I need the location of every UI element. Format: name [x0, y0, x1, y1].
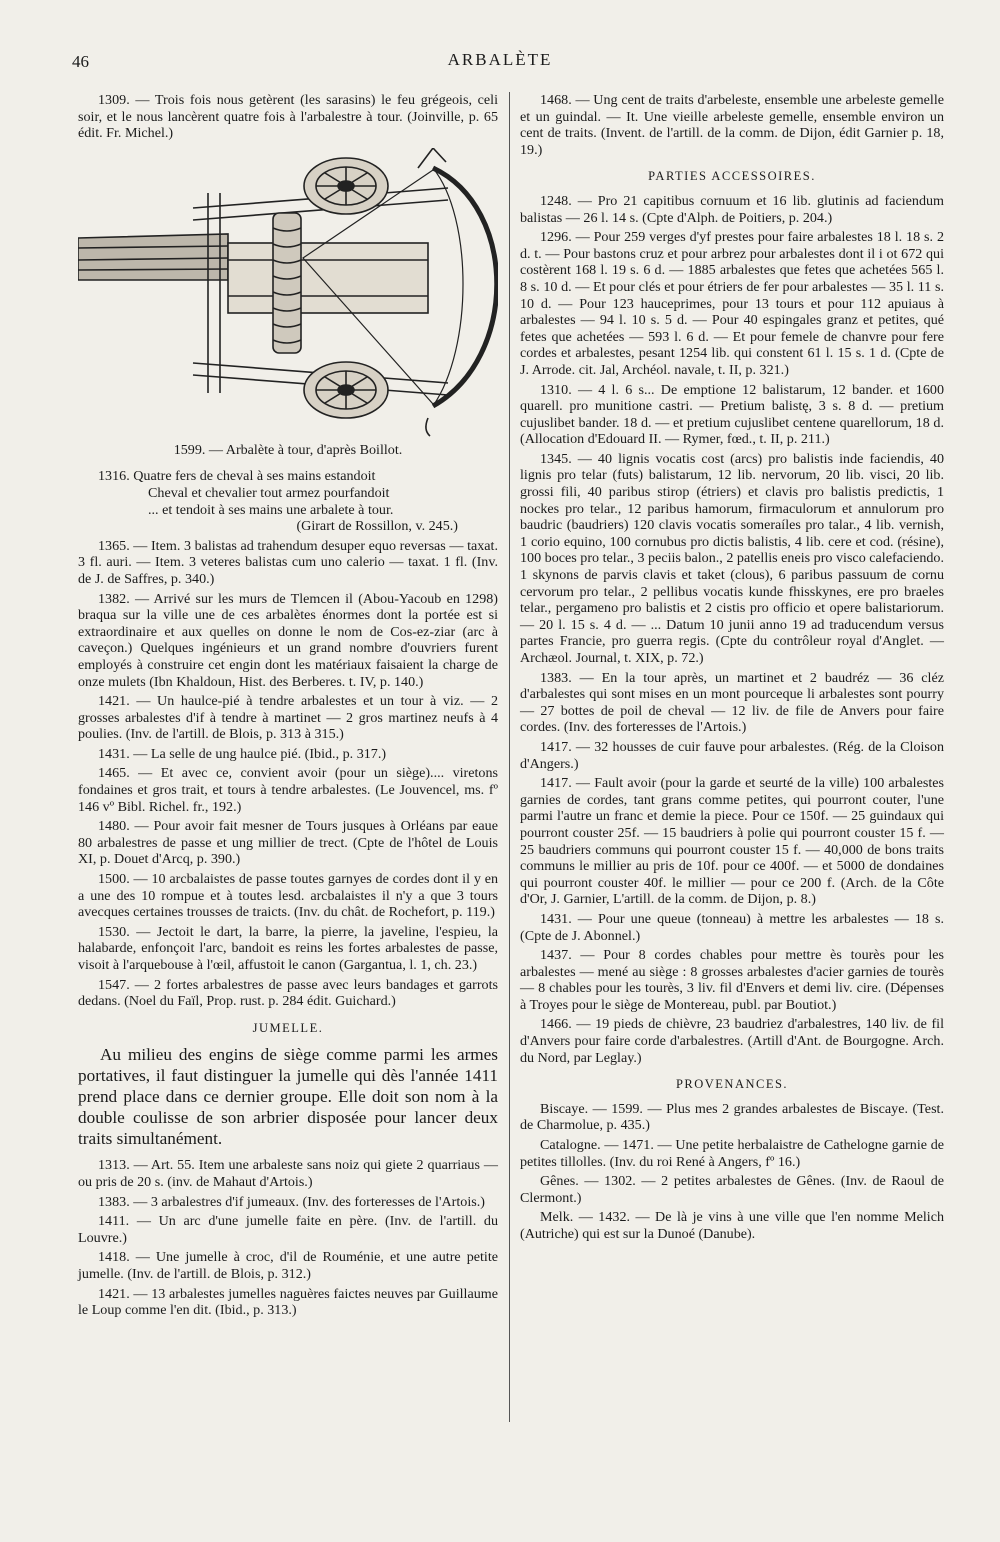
- figure-caption: 1599. — Arbalète à tour, d'après Boillot.: [173, 441, 403, 458]
- entry-1383-r: 1383. — En la tour après, un martinet et 2 baudréz — 36 cléz d'arbalestes qui sont mises en un mont pourceque li arbalestes sont pourry — 27 bottes de poil de cheval — 12 liv. de file de Anvers pour faire cordes. (Inv. des forteresses de l'Artois.): [520, 669, 944, 736]
- entry-1431-r: 1431. — Pour une queue (tonneau) à mettre les arbalestes — 18 s. (Cpte de J. Abonnel.): [520, 910, 944, 944]
- jumelle-intro: Au milieu des engins de siège comme parmi les armes portatives, il faut distinguer la jumelle qui dès l'année 1411 prend place dans ce dernier groupe. Elle doit son nom à la double coulisse de son arbrier disposée pour lancer deux traits simultanément.: [78, 1045, 498, 1149]
- provenance-genes: Gênes. — 1302. — 2 petites arbalestes de Gênes. (Inv. de Raoul de Clermont.): [520, 1173, 944, 1206]
- entry-1418: 1418. — Une jumelle à croc, d'il de Rouménie, et une autre petite jumelle. (Inv. de l'artill. de Blois, p. 312.): [78, 1249, 498, 1282]
- entry-1383: 1383. — 3 arbalestres d'if jumeaux. (Inv. des forteresses de l'Artois.): [98, 1193, 485, 1210]
- entry-1421b: 1421. — 13 arbalestes jumelles naguères faictes neuves par Guillaume le Loup comme l'en dit. (Ibid., p. 313.): [78, 1285, 498, 1319]
- arbalete-a-tour-engraving: [78, 148, 498, 438]
- entry-1313: 1313. — Art. 55. Item une arbaleste sans noiz qui giete 2 quarriaus — ou pris de 20 s. (inv. de Mahaut d'Artois.): [78, 1157, 498, 1190]
- entry-1547: 1547. — 2 fortes arbalestres de passe avec leurs bandages et garrots dedans. (Noel du Faïl, Prop. rust. p. 284 édit. Guichard.): [78, 976, 498, 1010]
- entry-1345: 1345. — 40 lignis vocatis cost (arcs) pro balistis inde faciendis, 40 lignis pro telar (futs) balistarum, 12 lib. nervorum, 20 lib. visci, 20 lib. grossi fili, 40 paribus stirop (étriers) et clavis pro balistis predictis, 1 nockes pro telar., 12 paribus hamorum, firmaculorum et annulorum pro baudric (baudriers) 120 clavis vocatis someraíles pro talar., 4 lib. vernish, 1 corio equino, 100 cornubus pro dictis balistis, 4 lib. cere et cod. (résine), 100 boces pro telar., 3 peciis balon., 2 patellis eneis pro visco calefaciendo. 1 skynons de parvis clavis et taket (clous), 6 paribus passuum de cornu cervorum pro telar., 2 pellibus vocatis kunde fhisskynes, ere pro braeles telar., pergameno pro balistis et 2 cistis pro officio et opere balistariorum. — 20 l. 15 s. 4 d. — ... Datum 10 junii anno 19 ad traducendum versus partes Francie, pro guerra regis. (Cpte du contrôleur royal d'Anglet. — Archæol. Journal, t. XIX, p. 72.): [520, 450, 944, 666]
- entry-1466: 1466. — 19 pieds de chièvre, 23 baudriez d'arbalestres, 140 liv. de fil d'Anvers pour faire corde d'arbalestres. (Artill d'Ant. de Bourgogne. Arch. du Nord, par Leglay.): [520, 1016, 944, 1066]
- page-number: 46: [72, 52, 89, 71]
- provenance-melk: Melk. — 1432. — De là je vins à une ville que l'en nomme Melich (Autriche) qui est sur la Dunoé (Danube).: [520, 1209, 944, 1242]
- entry-1411: 1411. — Un arc d'une jumelle faite en père. (Inv. de l'artill. du Louvre.): [78, 1213, 498, 1246]
- entry-1468: 1468. — Ung cent de traits d'arbeleste, ensemble une arbeleste gemelle et un guindal. — It. Une vieille arbeleste gemelle, ensemble environ un cent de traits. (Invent. de l'artill. de la comm. de Dijon, édit Garnier p. 18, 19.): [520, 92, 944, 158]
- verse-line: 1316. Quatre fers de cheval à ses mains estandoit: [98, 468, 376, 485]
- column-divider: [509, 92, 510, 1422]
- entry-1309: 1309. — Trois fois nous getèrent (les sarasins) le feu grégeois, celi soir, et le nous lancèrent quatre fois à l'arbalestre à tour. (Joinville, p. 65 édit. Fr. Michel.): [78, 92, 498, 142]
- right-column: [520, 92, 944, 1246]
- verse-source: (Girart de Rossillon, v. 245.): [296, 518, 458, 535]
- entry-1421: 1421. — Un haulce-pié à tendre arbalestes et un tour à viz. — 2 grosses arbalestes d'if à tendre à martinet — 2 gros martinez neufs à 4 poulies. (Inv. de l'artill. de Blois, p. 313 à 315.): [78, 693, 498, 743]
- provenance-biscaye: Biscaye. — 1599. — Plus mes 2 grandes arbalestes de Biscaye. (Test. de Charmolue, p. 435.): [520, 1100, 944, 1134]
- entry-1296: 1296. — Pour 259 verges d'yf prestes pour faire arbalestes 18 l. 18 s. 2 d. t. — Pour bastons cruz et pour arbrez pour arbalestes dont il i ot 672 qui costèrent 168 l. 19 s. 6 d. — 1885 arbalestes que fetes que achetées 565 l. 8 s. 10 d. — Et pour clés et pour étriers de fer pour arbalestes — 35 l. 11 s. 10 d. — Pour 123 hauceprimes, pour 13 tours et pour 112 apuiaus à arbalestes — 94 l. 10 s. 5 d. — Pour 40 espingales granz et petites, qué fetes que achetées — 593 l. 6 d. — Et pour femele de chanvre pour fere cordes et arbalestes, pesant 1254 lib. qui constent 61 l. 15 s. 1 d. (Cpte de J. Arrode. cit. Jal, Archéol. navale, t. II, p. 321.): [520, 229, 944, 378]
- left-column: [78, 92, 498, 1322]
- verse-line: Cheval et chevalier tout armez pourfandoit: [148, 484, 390, 501]
- entry-1417b: 1417. — Fault avoir (pour la garde et seurté de la ville) 100 arbalestes garnies de cordes, tant grans comme petites, qui pourront couter, l'une parmi l'autre un franc et demie la piece. Pour ce 150f. — 25 guindaux qui pourront couster 25f. — 15 baudriers à polie qui pourront couster 15 f. — 25 baudriers communs qui pourront couster 15 f. — 40,000 de bons traits communs le millier au pris de 10f. pour ce 400f. — et 5000 de dondaines qui pourront couster 40f. le millier — pour ce 200 f. (Arch. de la Côte d'Or, J. Garnier, L'artill. de la comm. de Dijon, p. 8.): [520, 775, 944, 908]
- entry-1316: [78, 468, 498, 534]
- section-heading-jumelle: JUMELLE.: [252, 1020, 324, 1035]
- verse-line: ... et tendoit à ses mains une arbalete à tour.: [148, 501, 394, 518]
- crossbow-figure: [78, 148, 498, 438]
- entry-1530: 1530. — Jectoit le dart, la barre, la pierre, la javeline, l'espieu, la halabarde, enfonçoit l'arc, bandoit es reins les fortes arbalestes de passe, visoit à l'arquebouse à l'œil, affustoit le canon (Gargantua, l. 1, ch. 23.): [78, 923, 498, 973]
- running-title: ARBALÈTE: [447, 50, 553, 69]
- entry-1437: 1437. — Pour 8 cordes chables pour mettre ès tourès pour les arbalestes — mené au siège : 8 grosses arbalestes d'acier garnies de tourès — 8 chables pour les tourès, 3 liv. fil d'Envers et demi liv. cire. (Dépenses à Troyes pour le siège de Montereau, publ. par Boutiot.): [520, 947, 944, 1013]
- section-heading-parties: PARTIES ACCESSOIRES.: [648, 169, 816, 184]
- entry-1310: 1310. — 4 l. 6 s... De emptione 12 balistarum, 12 bander. et 1600 quarell. pro munitione castri. — Pretium balistę, 3 s. 8 d. — pretium cujuslibet bander. 18 d. — et pretium cujuslibet centene quarellorum, 18 d. (Allocation d'Edouard II. — Rymer, fœd., t. II, p. 211.): [520, 381, 944, 448]
- entry-1465: 1465. — Et avec ce, convient avoir (pour un siège).... viretons fondaines et gros trait, et tours à tendre arbalestes. (Le Jouvencel, ms. fº 146 vº Bibl. Richel. fr., 192.): [78, 765, 498, 815]
- entry-1417: 1417. — 32 housses de cuir fauve pour arbalestes. (Rég. de la Cloison d'Angers.): [520, 738, 944, 772]
- entry-1500: 1500. — 10 arcbalaistes de passe toutes garnyes de cordes dont il y en a une des 10 rompue et à toutes lesd. arcbalaistes il n'y a que 3 tours avecques certaines trousses de traicts. (Inv. du chât. de Rochefort, p. 119.): [78, 871, 498, 921]
- entry-1382: 1382. — Arrivé sur les murs de Tlemcen il (Abou-Yacoub en 1298) braqua sur la ville une de ces arbalètes énormes dont la portée est si extraordinaire et aux quelles on donne le nom de Cos-ez-ziar (arc à caveçon.) Quelques ingénieurs et un grand nombre d'ouvriers furent employés à construire cet engin dont les matériaux faisaient la charge de onze mulets (Ibn Khaldoun, Hist. des Berberes. t. IV, p. 140.): [78, 590, 498, 690]
- entry-1431: 1431. — La selle de ung haulce pié. (Ibid., p. 317.): [98, 745, 387, 762]
- entry-1365: 1365. — Item. 3 balistas ad trahendum desuper equo reversas — taxat. 3 fl. auri. — Item. 3 veteres balistas cum uno calerio — taxat. 1 fl. (Inv. de J. de Saffres, p. 340.): [78, 537, 498, 587]
- provenance-catalogne: Catalogne. — 1471. — Une petite herbalaistre de Cathelogne garnie de petites tillolles. (Inv. du roi René à Angers, fº 16.): [520, 1137, 944, 1170]
- section-heading-provenances: PROVENANCES.: [675, 1077, 789, 1092]
- entry-1248: 1248. — Pro 21 capitibus cornuum et 16 lib. glutinis ad faciendum balistas — 26 l. 14 s. (Cpte d'Alph. de Poitiers, p. 204.): [520, 192, 944, 226]
- entry-1480: 1480. — Pour avoir fait mesner de Tours jusques à Orléans par eaue 80 arbalestres de passe et ung millier de trect. (Cpte de l'hôtel de Louis XI, p. Douet d'Arcq, p. 390.): [78, 818, 498, 868]
